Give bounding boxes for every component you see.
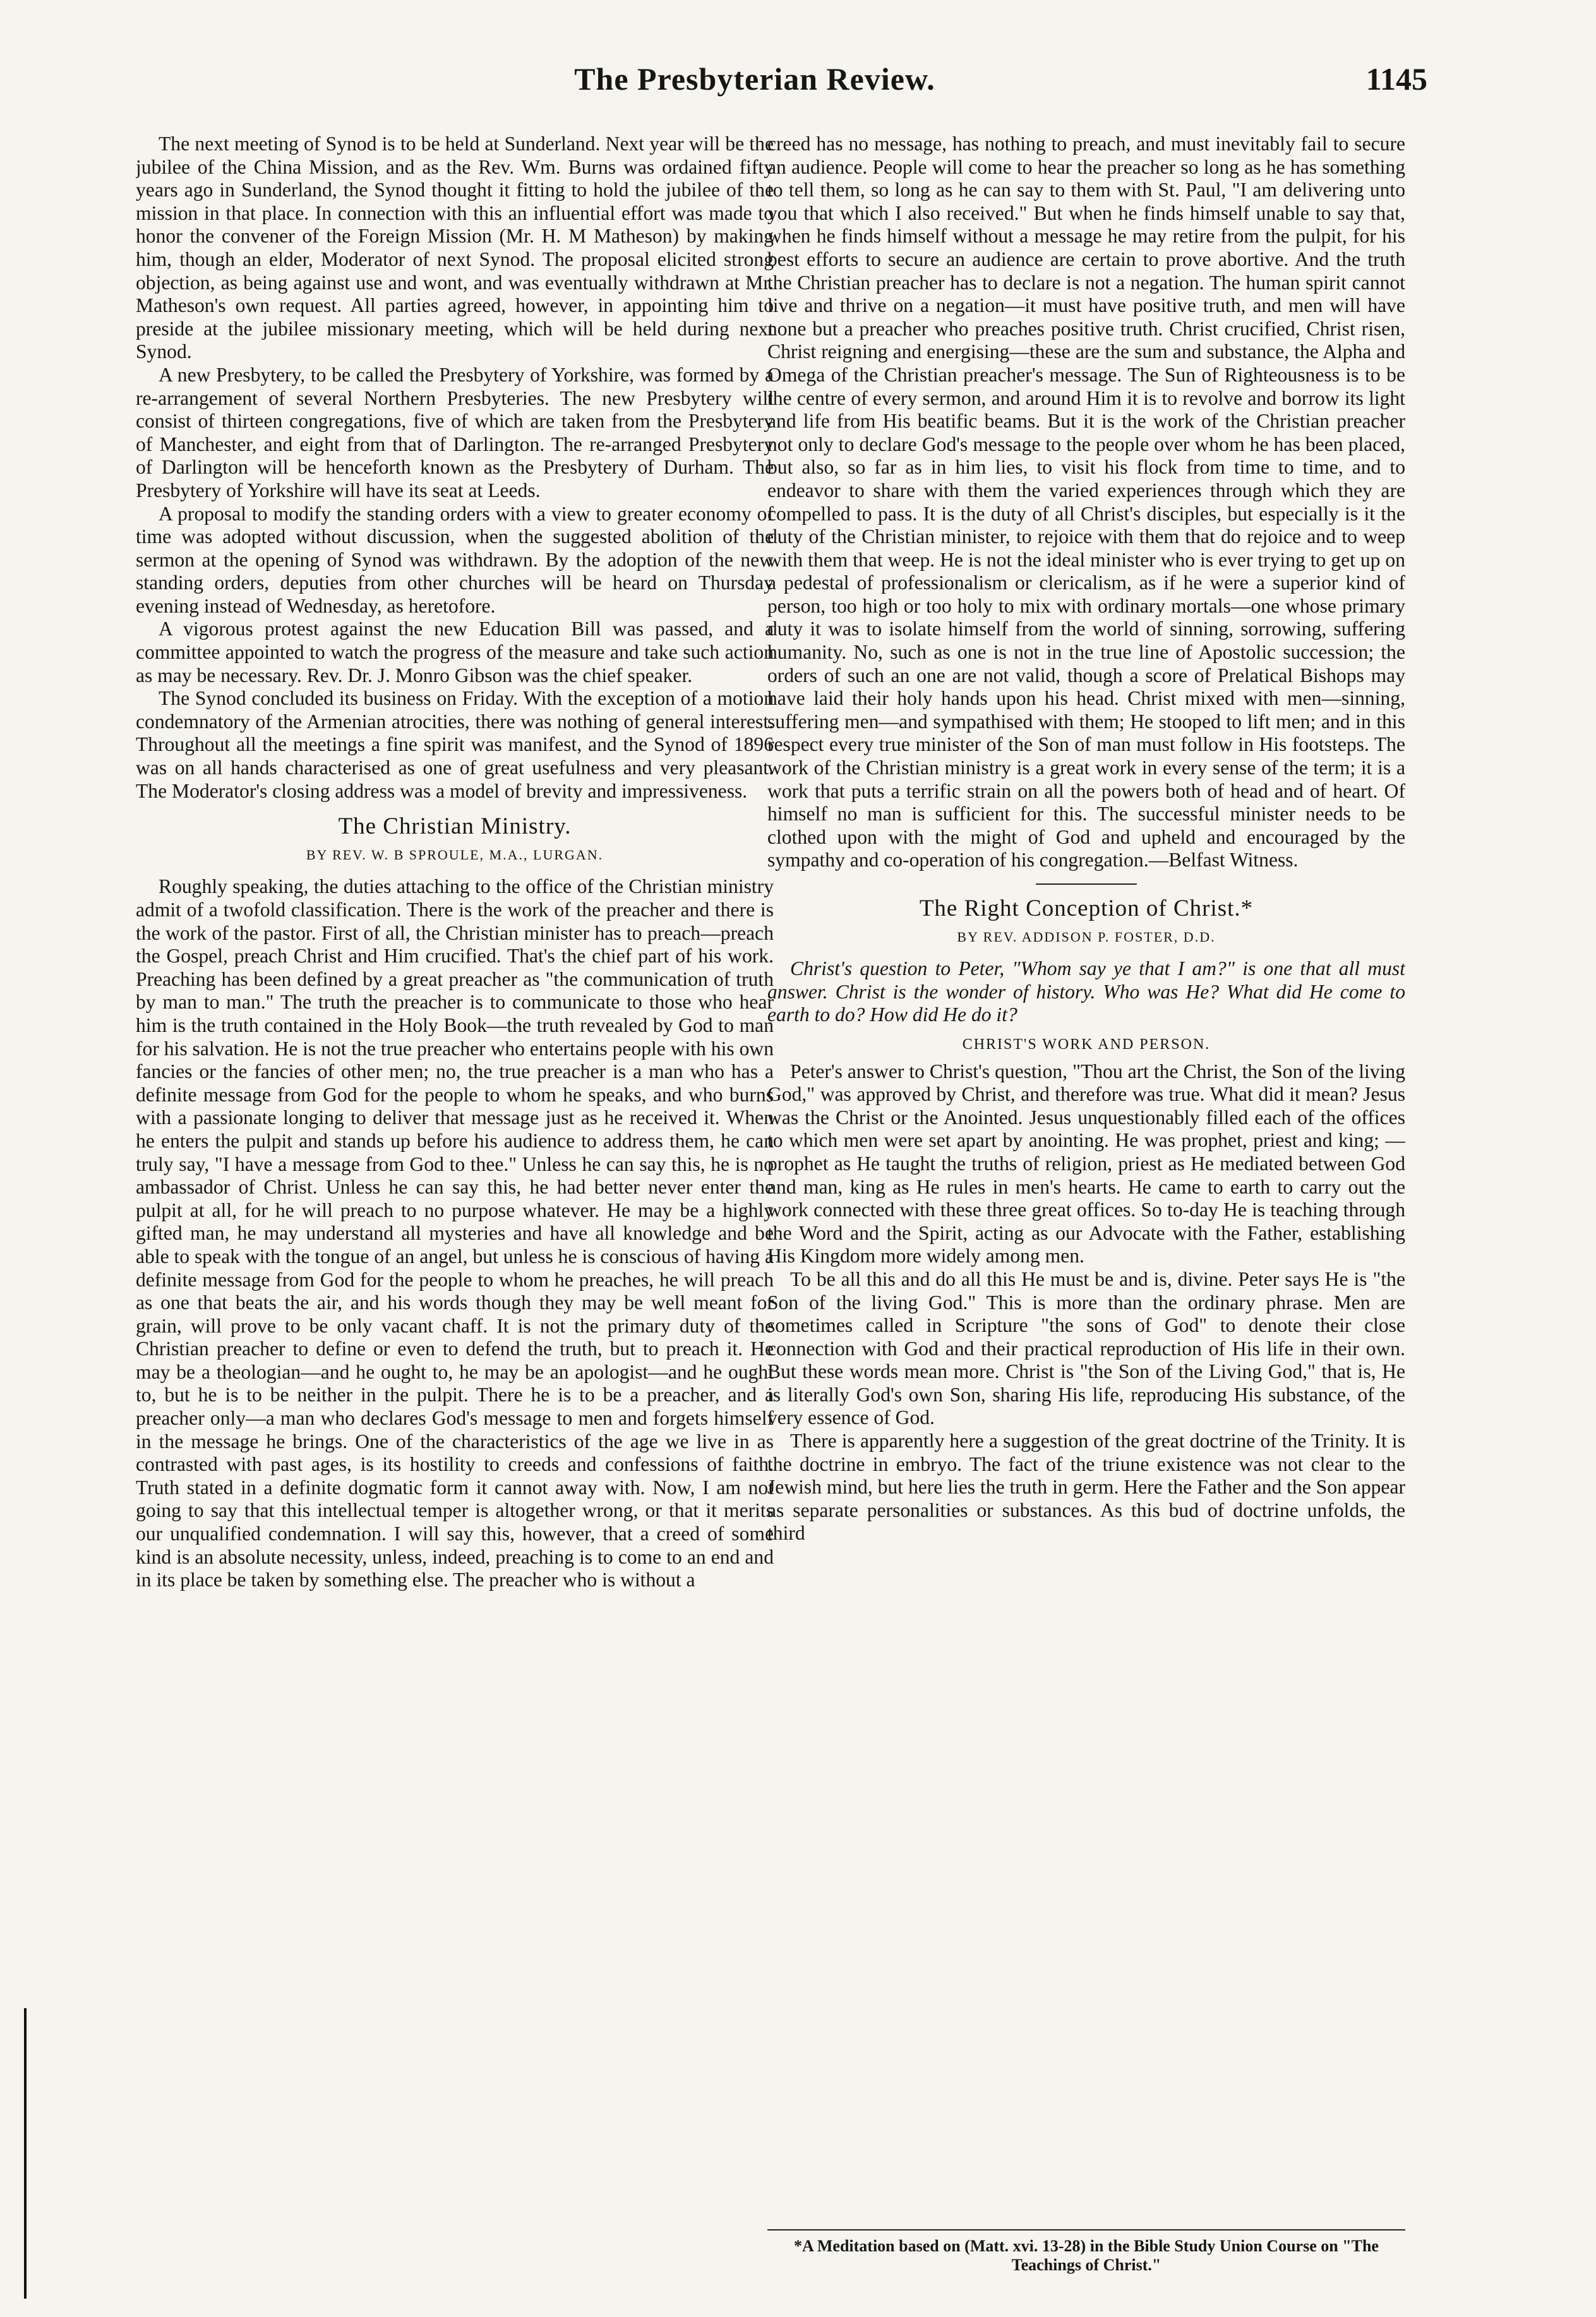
conception-intro: Christ's question to Peter, "Whom say ye that I am?" is one that all must answer. Christ is the wonder of history. Who was He? What did He come to earth to do? How did He do it? [767, 957, 1405, 1026]
conception-paragraph: To be all this and do all this He must be and is, divine. Peter says He is "the Son of the living God." This is more than the ordinary phrase. Men are sometimes called in Scripture "the sons of God" to denote their close connection with God and their practical reproduction of His life in their own. But these words mean more. Christ is "the Son of the Living God," that is, He is literally God's own Son, sharing His life, reproducing His substance, of the very essence of God. [767, 1267, 1405, 1429]
publication-title: The Presbyterian Review. [574, 61, 935, 97]
synod-paragraph: A proposal to modify the standing orders with a view to greater economy of time was adopted without discussion, when the suggested abolition of the sermon at the opening of Synod was withdrawn. By the adoption of the new standing orders, deputies from other churches will be heard on Thursday evening instead of Wednesday, as heretofore. [136, 502, 774, 617]
conception-paragraph: There is apparently here a suggestion of the great doctrine of the Trinity. It is the doctrine in embryo. The fact of the triune existence was not clear to the Jewish mind, but here lies the truth in germ. Here the Father and the Son appear as separate personalities or substances. As this bud of doctrine unfolds, the third [767, 1430, 1405, 1545]
footnote: *A Meditation based on (Matt. xvi. 13-28) in the Bible Study Union Course on "The Teachings of Christ." [767, 2229, 1405, 2275]
synod-paragraph: The next meeting of Synod is to be held at Sunderland. Next year will be the jubilee of the China Mission, and as the Rev. Wm. Burns was ordained fifty years ago in Sunderland, the Synod thought it fitting to hold the jubilee of the mission in that place. In connection with this an influential effort was made to honor the convener of the Foreign Mission (Mr. H. M Matheson) by making him, though an elder, Moderator of next Synod. The proposal elicited strong objection, as being against use and wont, and was eventually withdrawn at Mr. Matheson's own request. All parties agreed, however, in appointing him to preside at the jubilee missionary meeting, which will be held during next Synod. [136, 133, 774, 363]
conception-article-byline: BY REV. ADDISON P. FOSTER, D.D. [957, 928, 1216, 945]
ministry-article-title: The Christian Ministry. [338, 813, 572, 840]
conception-article-title: The Right Conception of Christ.* [919, 895, 1254, 921]
article-divider [1036, 883, 1137, 885]
page-number: 1145 [1365, 61, 1427, 97]
ministry-continued-paragraph: creed has no message, has nothing to preach, and must inevitably fail to secure an audience. People will come to hear the preacher so long as he has something to tell them, so long as he can say to them with St. Paul, "I am delivering unto you that which I also received." But when he finds himself unable to say that, when he finds himself without a message he may retire from the pulpit, for his best efforts to secure an audience are certain to prove abortive. And the truth the Christian preacher has to declare is not a negation. The human spirit cannot live and thrive on a negation—it must have positive truth, and men will have none but a preacher who preaches positive truth. Christ crucified, Christ risen, Christ reigning and energising—these are the sum and substance, the Alpha and Omega of the Christian preacher's message. The Sun of Righteousness is to be the centre of every sermon, and around Him it is to revolve and borrow its light and life from His beatific beams. But it is the work of the Christian preacher not only to declare God's message to the people over whom he has been placed, but also, so far as in him lies, to visit his flock from time to time, and to endeavor to share with them the varied experiences through which they are compelled to pass. It is the duty of all Christ's disciples, but especially is it the duty of the Christian minister, to rejoice with them that do rejoice and to weep with them that weep. He is not the ideal minister who is ever trying to get up on a pedestal of professionalism or clericalism, as if he were a superior kind of person, too high or too holy to mix with ordinary mortals—one whose primary duty it was to isolate himself from the world of sinning, sorrowing, suffering humanity. No, such as one is not in the true line of Apostolic succession; the orders of such an one are not valid, though a score of Prelatical Bishops may have laid their holy hands upon his head. Christ mixed with men—sinning, suffering men—and sympathised with them; He stooped to lift men; and in this respect every true minister of the Son of man must follow in His footsteps. The work of the Christian ministry is a great work in every sense of the term; it is a work that puts a terrific strain on all the powers both of head and of heart. Of himself no man is sufficient for this. The successful minister needs to be clothed upon with the might of God and upheld and encouraged by the sympathy and co-operation of his congregation.—Belfast Witness. [767, 133, 1405, 871]
ministry-article-byline: BY REV. W. B SPROULE, M.A., LURGAN. [306, 846, 604, 863]
ministry-paragraph: Roughly speaking, the duties attaching to the office of the Christian ministry admit of a twofold classification. There is the work of the preacher and there is the work of the pastor. First of all, the Christian minister has to preach—preach the Gospel, preach Christ and Him crucified. That's the chief part of his work. Preaching has been defined by a great preacher as "the communication of truth by man to man." The truth the preacher is to communicate to those who hear him is the truth contained in the Holy Book—the truth revealed by God to man for his salvation. He is not the true preacher who entertains people with his own fancies or the fancies of other men; no, the true preacher is a man who has a definite message from God for the people to whom he speaks, and who burns with a passionate longing to deliver that message just as he received it. When he enters the pulpit and stands up before his audience to address them, he can truly say, "I have a message from God to thee." Unless he can say this, he is no ambassador of Christ. Unless he can say this, he had better never enter the pulpit at all, for he will preach to no purpose whatever. He may be a highly gifted man, he may understand all mysteries and have all knowledge and be able to speak with the tongue of an angel, but unless he is conscious of having a definite message from God for the people to whom he preaches, he will preach as one that beats the air, and his words though they may be well meant for grain, will prove to be only vacant chaff. It is not the primary duty of the Christian preacher to define or even to defend the truth, but to preach it. He may be a theologian—and he ought to, he may be an apologist—and he ought to, but he is to be neither in the pulpit. There he is to be a preacher, and a preacher only—a man who declares God's message to men and forgets himself in the message he brings. One of the characteristics of the age we live in as contrasted with past ages, is its hostility to creeds and confessions of faith. Truth stated in a definite dogmatic form it cannot away with. Now, I am not going to say that this intellectual temper is altogether wrong, or that it merits our unqualified condemnation. I will say this, however, that a creed of some kind is an absolute necessity, unless, indeed, preaching is to come to an end and in its place be taken by something else. The preacher who is without a [136, 875, 774, 1591]
conception-subheading: CHRIST'S WORK AND PERSON. [962, 1036, 1211, 1053]
margin-scan-line [24, 2008, 27, 2299]
synod-paragraph: A new Presbytery, to be called the Presbytery of Yorkshire, was formed by a re-arrangement of several Northern Presbyteries. The new Presbytery will consist of thirteen congregations, five of which are taken from the Presbytery of Manchester, and eight from that of Darlington. The re-arranged Presbytery of Darlington will be henceforth known as the Presbytery of Durham. The Presbytery of Yorkshire will have its seat at Leeds. [136, 363, 774, 501]
page-header [82, 61, 1427, 105]
right-column [767, 133, 1405, 2267]
left-column [136, 133, 774, 2267]
synod-paragraph: The Synod concluded its business on Friday. With the exception of a motion condemnatory of the Armenian atrocities, there was nothing of general interest. Throughout all the meetings a fine spirit was manifest, and the Synod of 1896 was on all hands characterised as one of great usefulness and very pleasant. The Moderator's closing address was a model of brevity and impressiveness. [136, 687, 774, 802]
synod-paragraph: A vigorous protest against the new Education Bill was passed, and a committee appointed to watch the progress of the measure and take such action as may be necessary. Rev. Dr. J. Monro Gibson was the chief speaker. [136, 618, 774, 686]
conception-paragraph: Peter's answer to Christ's question, "Thou art the Christ, the Son of the living God," was approved by Christ, and therefore was true. What did it mean? Jesus was the Christ or the Anointed. Jesus unquestionably filled each of the offices to which men were set apart by anointing. He was prophet, priest and king; —prophet as He taught the truths of religion, priest as He mediated between God and man, king as He rules in men's hearts. He came to earth to carry out the work connected with these three great offices. So to-day He is teaching through the Word and the Spirit, acting as our Advocate with the Father, establishing His Kingdom more widely among men. [767, 1060, 1405, 1267]
